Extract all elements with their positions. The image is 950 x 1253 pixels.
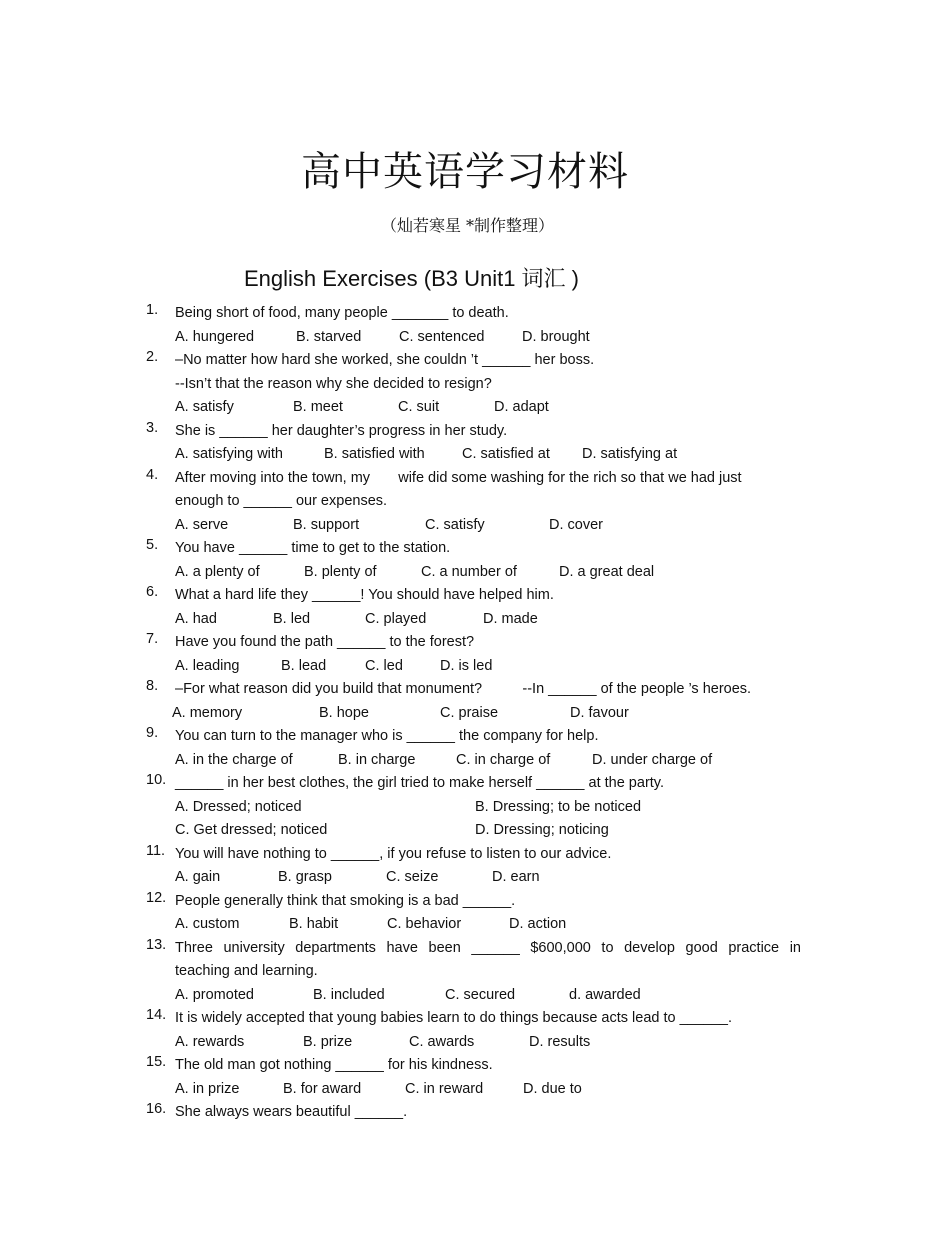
option-d: D. brought	[522, 328, 590, 345]
question-text: Have you found the path ______ to the forest?	[175, 634, 475, 650]
question-number: 10.	[146, 772, 167, 788]
option-c: C. played	[365, 610, 427, 627]
option-row	[175, 749, 806, 773]
question-text: The old man got nothing ______ for his kindness.	[175, 1057, 493, 1073]
option-d: D. action	[509, 916, 567, 932]
question-text: She always wears beautiful ______.	[175, 1104, 408, 1120]
question-1	[146, 302, 806, 349]
option-d: D. Dressing; noticing	[475, 822, 609, 838]
option-a: A. rewards	[175, 1033, 245, 1050]
question-16	[146, 1101, 806, 1125]
question-7	[146, 631, 806, 678]
question-text: It is widely accepted that young babies learn to do things because acts lead to ______.	[175, 1010, 733, 1026]
question-number: 3.	[146, 419, 159, 436]
option-row	[172, 702, 806, 726]
option-b: B. prize	[303, 1033, 353, 1050]
option-b: B. for award	[283, 1080, 362, 1097]
option-d: d. awarded	[569, 986, 641, 1003]
option-a: A. hungered	[175, 328, 255, 345]
option-c: C. in reward	[405, 1080, 484, 1097]
question-2	[146, 349, 806, 420]
option-d: D. results	[529, 1033, 591, 1050]
question-5	[146, 537, 806, 584]
option-d: D. made	[483, 610, 538, 627]
option-row	[175, 1078, 806, 1102]
question-text: –For what reason did you build that monument? --In ______ of the people ’s heroes.	[175, 681, 752, 697]
exercise-heading: English Exercises (B3 Unit1 词汇 )	[244, 266, 579, 291]
question-number: 8.	[146, 678, 159, 694]
question-number: 1.	[146, 302, 159, 318]
option-c: C. sentenced	[399, 328, 485, 345]
option-b: B. meet	[293, 399, 343, 415]
question-number: 6.	[146, 584, 159, 600]
option-d: D. a great deal	[559, 563, 655, 580]
option-d: D. favour	[570, 704, 629, 721]
option-a: A. custom	[175, 916, 240, 932]
question-15	[146, 1054, 806, 1101]
question-13	[146, 937, 806, 1008]
option-b: B. support	[293, 516, 360, 533]
question-11	[146, 843, 806, 890]
option-b: B. grasp	[278, 869, 332, 885]
question-list	[146, 302, 806, 1125]
question-text: People generally think that smoking is a bad ______.	[175, 892, 516, 909]
option-a: A. leading	[175, 657, 240, 674]
question-6	[146, 584, 806, 631]
option-b: B. starved	[296, 328, 362, 345]
question-number: 11.	[146, 842, 166, 859]
question-text-continued: teaching and learning.	[175, 963, 318, 979]
page-title: 高中英语学习材料	[301, 149, 629, 195]
question-text: ______ in her best clothes, the girl tried to make herself ______ at the party.	[175, 775, 664, 791]
question-number: 13.	[146, 936, 167, 953]
page-subtitle: （灿若寒星 *制作整理）	[380, 216, 555, 235]
option-a: A. promoted	[175, 986, 254, 1003]
option-c: C. awards	[409, 1033, 475, 1050]
question-text: Three university departments have been ______ $600,000 to develop good practice in	[175, 939, 801, 956]
option-row	[175, 1031, 806, 1055]
question-number: 5.	[146, 537, 159, 553]
question-text: What a hard life they ______! You should have helped him.	[175, 587, 554, 603]
option-c: C. led	[365, 657, 403, 674]
question-text: Being short of food, many people _______ to death.	[175, 305, 509, 321]
option-row	[175, 984, 806, 1008]
question-number: 14.	[146, 1007, 167, 1023]
question-text: You have ______ time to get to the station.	[175, 540, 451, 556]
option-d: D. earn	[492, 869, 540, 885]
option-a: A. in the charge of	[175, 751, 293, 768]
question-number: 12.	[146, 889, 167, 906]
option-a: A. Dressed; noticed	[175, 798, 302, 815]
question-number: 7.	[146, 631, 159, 647]
question-text: After moving into the town, my wife did some washing for the rich so that we had just	[175, 469, 742, 486]
option-c: C. satisfied at	[462, 446, 550, 462]
option-b: B. hope	[319, 704, 369, 721]
option-a: A. satisfy	[175, 399, 234, 415]
option-d: D. is led	[440, 657, 493, 674]
option-row	[175, 655, 806, 679]
option-d: D. satisfying at	[582, 446, 678, 462]
option-b: B. in charge	[338, 751, 416, 768]
option-b: B. satisfied with	[324, 446, 425, 462]
option-a: A. gain	[175, 869, 221, 885]
question-14	[146, 1007, 806, 1054]
option-row	[175, 514, 806, 538]
option-b: B. Dressing; to be noticed	[475, 798, 642, 815]
option-c: C. satisfy	[425, 516, 485, 533]
question-number: 2.	[146, 349, 159, 365]
question-text: –No matter how hard she worked, she couldn ’t ______ her boss.	[175, 352, 595, 368]
question-3	[146, 420, 806, 467]
question-text: You will have nothing to ______, if you refuse to listen to our advice.	[175, 845, 612, 862]
option-d: D. cover	[549, 516, 603, 533]
question-9	[146, 725, 806, 772]
option-row	[175, 396, 806, 420]
option-a: A. memory	[172, 704, 243, 721]
option-c: C. secured	[445, 986, 516, 1003]
option-a: A. a plenty of	[175, 563, 260, 580]
question-number: 9.	[146, 725, 159, 741]
question-text: You can turn to the manager who is ______ the company for help.	[175, 728, 599, 744]
option-c: C. behavior	[387, 916, 462, 932]
question-number: 16.	[146, 1101, 167, 1117]
question-text-continued: --Isn’t that the reason why she decided to resign?	[175, 375, 492, 392]
question-4	[146, 467, 806, 538]
option-a: A. satisfying with	[175, 446, 283, 462]
option-c: C. in charge of	[456, 751, 551, 768]
option-a: A. serve	[175, 516, 229, 533]
option-row	[175, 608, 806, 632]
option-c: C. seize	[386, 869, 439, 885]
option-c: C. praise	[440, 704, 499, 721]
question-text: She is ______ her daughter’s progress in her study.	[175, 422, 508, 439]
option-b: B. plenty of	[304, 563, 377, 580]
option-b: B. led	[273, 610, 311, 627]
question-number: 4.	[146, 466, 159, 483]
option-b: B. included	[313, 986, 385, 1003]
question-text-continued: enough to ______ our expenses.	[175, 493, 388, 509]
option-row	[175, 866, 806, 890]
option-a: A. in prize	[175, 1080, 240, 1097]
option-row	[175, 913, 806, 937]
option-grid	[175, 796, 806, 843]
option-a: A. had	[175, 610, 217, 627]
option-c: C. Get dressed; noticed	[175, 822, 328, 838]
option-row	[175, 326, 806, 350]
option-b: B. lead	[281, 657, 327, 674]
option-row	[175, 443, 806, 467]
option-c: C. suit	[398, 399, 440, 415]
question-10	[146, 772, 806, 843]
option-c: C. a number of	[421, 563, 517, 580]
option-b: B. habit	[289, 916, 339, 932]
option-d: D. due to	[523, 1080, 582, 1097]
option-row	[175, 561, 806, 585]
question-8	[146, 678, 806, 725]
option-d: D. under charge of	[592, 751, 713, 768]
option-d: D. adapt	[494, 399, 549, 415]
question-number: 15.	[146, 1054, 167, 1070]
question-12	[146, 890, 806, 937]
